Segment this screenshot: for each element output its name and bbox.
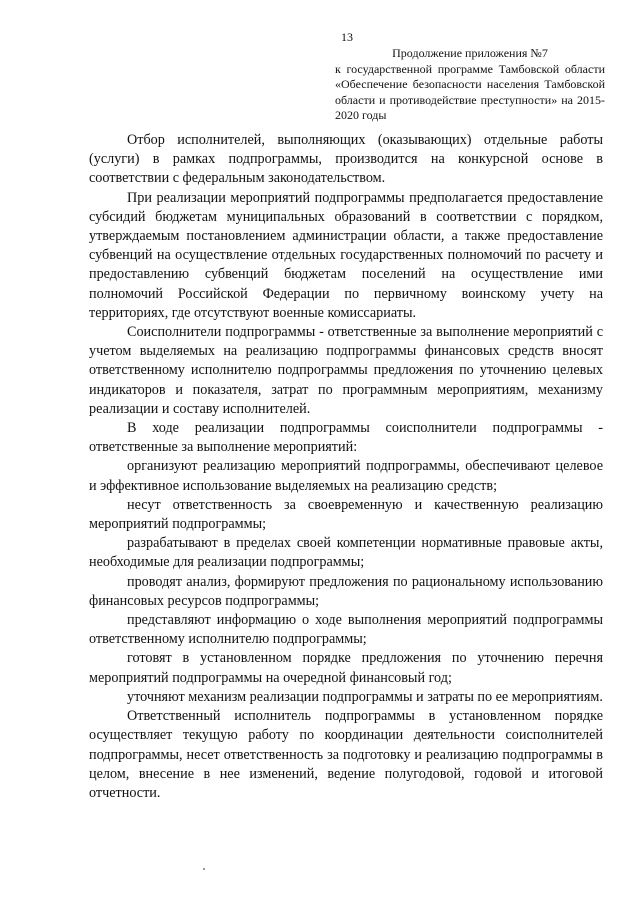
list-item: готовят в установленном порядке предложения по уточнению перечня мероприятий подпрограммы на очередной финансовый год; [89,650,603,686]
list-item: уточняют механизм реализации подпрограммы и затраты по ее мероприятиям. [127,688,603,705]
appendix-program-reference: к государственной программе Тамбовской области «Обеспечение безопасности населения Тамбовской области и противодействие преступности» на 2015-2020 годы [335,61,605,122]
paragraph: В ходе реализации подпрограммы соисполнители подпрограммы - ответственные за выполнение мероприятий: [89,420,603,456]
list-item: несут ответственность за своевременную и качественную реализацию мероприятий подпрограммы; [89,496,603,533]
page-number: 13 [341,30,353,44]
list-item: организуют реализацию мероприятий подпрограммы, обеспечивают целевое и эффективное использование выделяемых на реализацию средств; [89,458,603,494]
document-body [89,131,603,803]
paragraph: Отбор исполнителей, выполняющих (оказывающих) отдельные работы (услуги) в рамках подпрограммы, производится на конкурсной основе в соответствии с федеральным законодательством. [89,132,603,187]
paragraph: Ответственный исполнитель подпрограммы в установленном порядке осуществляет текущую работу по координации деятельности соисполнителей подпрограммы, несет ответственность за подготовку и реализацию подпрограммы в целом, внесение в нее изменений, ведение полугодовой, годовой и итоговой отчетности. [89,708,603,801]
paragraph: При реализации мероприятий подпрограммы предполагается предоставление субсидий бюджетам муниципальных образований в соответствии с порядком, утверждаемым постановлением администрации области, а также предоставление субвенций на осуществление отдельных государственных полномочий по расчету и предоставлению субвенций бюджетам поселений на осуществление ими полномочий Российской Федерации по первичному воинскому учету на территориях, где отсутствуют военные комиссариаты. [89,189,603,321]
paragraph: Соисполнители подпрограммы - ответственные за выполнение мероприятий с учетом выделяемых на реализацию подпрограммы финансовых средств вносят ответственному исполнителю подпрограммы предложения по уточнению целевых индикаторов и показателя, затрат по программным мероприятиям, механизму реализации и составу исполнителей. [89,324,603,417]
list-item: представляют информацию о ходе выполнения мероприятий подпрограммы ответственному исполнителю подпрограммы; [89,612,603,648]
list-item: разрабатывают в пределах своей компетенции нормативные правовые акты, необходимые для реализации подпрограммы; [89,535,603,571]
list-item: проводят анализ, формируют предложения по рациональному использованию финансовых ресурсов подпрограммы; [89,573,603,609]
scan-speck [203,868,205,870]
appendix-title: Продолжение приложения №7 [392,46,548,60]
appendix-header [335,46,605,124]
